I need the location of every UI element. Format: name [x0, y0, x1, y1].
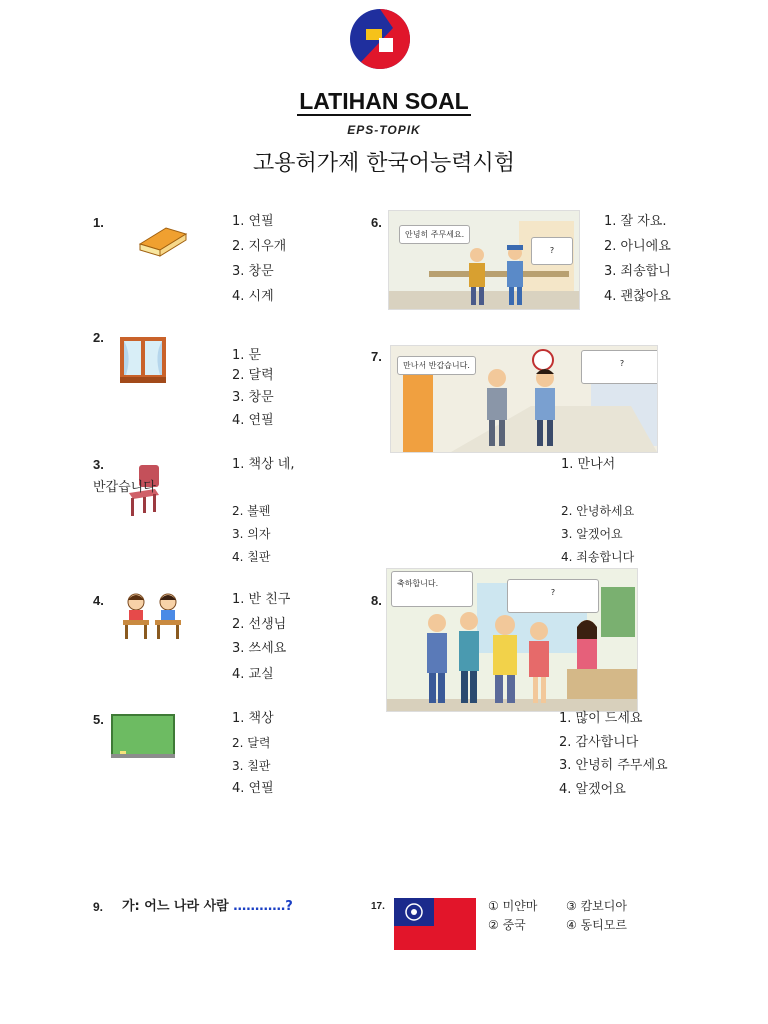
option: 2. 아니에요: [604, 239, 671, 254]
option: 2. 달력: [232, 368, 274, 383]
option: ② 중국: [488, 918, 526, 932]
window-image: [118, 335, 168, 385]
option: 1. 만나서: [561, 457, 616, 472]
question-number: 6.: [371, 215, 382, 230]
logo: [349, 8, 411, 70]
prompt-text: 반갑습니다: [93, 480, 156, 495]
question-number: 1.: [93, 215, 104, 230]
blackboard-image: [110, 713, 176, 760]
option: 3. 창문: [232, 264, 274, 279]
option: 4. 교실: [232, 667, 274, 682]
option: 2. 안녕하세요: [561, 504, 635, 518]
option: 2. 볼펜: [232, 504, 271, 518]
option: 3. 칠판: [232, 759, 271, 773]
students-image: [120, 590, 186, 642]
question-number: 7.: [371, 349, 382, 364]
answer-blank: …………?: [233, 899, 293, 914]
option: 3. 죄송합니: [604, 264, 671, 279]
option: 4. 알겠어요: [559, 782, 626, 797]
flag-image: [394, 898, 476, 950]
speech-bubble: 만나서 반갑습니다.: [397, 356, 476, 375]
option: 4. 죄송합니다: [561, 550, 635, 564]
korean-title: 고용허가제 한국어능력시험: [252, 151, 516, 176]
question-number: 8.: [371, 593, 382, 608]
option: 3. 알겠어요: [561, 527, 623, 541]
scene-goodbye-image: [388, 210, 580, 310]
option: 3. 쓰세요: [232, 641, 287, 656]
option: 2. 감사합니다: [559, 735, 639, 750]
option: ④ 동티모르: [566, 918, 627, 932]
question-number: 3.: [93, 457, 104, 472]
speech-bubble: ?: [581, 350, 658, 384]
speech-bubble: ?: [507, 579, 599, 613]
page-title: LATIHAN SOAL: [299, 88, 469, 114]
option: 1. 잘 자요.: [604, 214, 667, 229]
option: ③ 캄보디아: [566, 899, 627, 913]
option: 2. 선생님: [232, 617, 287, 632]
option: 4. 연필: [232, 781, 274, 796]
option: 1. 책상: [232, 711, 274, 726]
page-subtitle: EPS-TOPIK: [347, 123, 421, 137]
option: 3. 안녕히 주무세요: [559, 758, 668, 773]
option: 3. 창문: [232, 390, 274, 405]
option: 3. 의자: [232, 527, 271, 541]
option: 1. 책상 네,: [232, 457, 295, 472]
option: 4. 연필: [232, 413, 274, 428]
question-number: 4.: [93, 593, 104, 608]
option: 1. 문: [232, 348, 262, 363]
speech-bubble: 안녕히 주무세요.: [399, 225, 470, 244]
question-number: 9.: [93, 900, 104, 914]
speech-bubble: 축하합니다.: [391, 571, 473, 607]
option: 4. 괜찮아요: [604, 289, 671, 304]
option: 2. 달력: [232, 736, 271, 750]
question-number: 17.: [371, 901, 385, 912]
speech-bubble: ?: [531, 237, 573, 265]
scene-handshake-image: [390, 345, 658, 453]
question-number: 2.: [93, 330, 104, 345]
question-number: 5.: [93, 712, 104, 727]
option: 1. 연필: [232, 214, 274, 229]
option: 4. 시계: [232, 289, 274, 304]
option: 1. 반 친구: [232, 592, 291, 607]
option: 1. 많이 드세요: [559, 711, 643, 726]
option: ① 미얀마: [488, 899, 538, 913]
scene-congrats-image: [386, 568, 638, 712]
option: 2. 지우개: [232, 239, 287, 254]
eraser-image: [136, 222, 192, 258]
option: 4. 칠판: [232, 550, 271, 564]
question-text: 가: 어느 나라 사람 …………?: [122, 899, 293, 914]
